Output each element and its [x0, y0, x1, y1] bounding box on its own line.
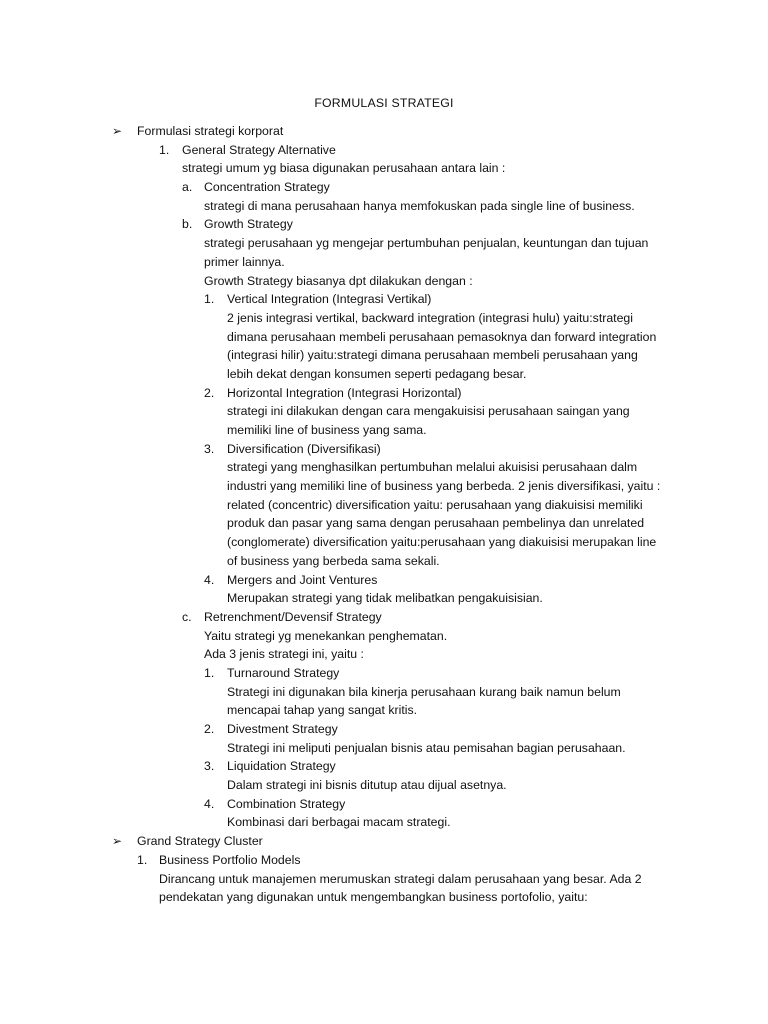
page-title: FORMULASI STRATEGI — [314, 96, 454, 110]
list-number: 1. — [159, 142, 170, 157]
list-item — [0, 290, 768, 309]
list-item-title: Retrenchment/Devensif Strategy — [204, 609, 382, 624]
paragraph-line — [0, 888, 768, 907]
paragraph-text: mencapai tahap yang sangat kritis. — [227, 703, 418, 718]
paragraph-line — [0, 813, 768, 832]
list-number: 4. — [204, 572, 215, 587]
paragraph-text: produk dan pasar yang sama dengan perusahaan pembelinya dan unrelated — [227, 516, 645, 531]
paragraph-text: industri yang memiliki line of business yang berbeda. 2 jenis diversifikasi, yaitu : — [227, 479, 661, 494]
paragraph-text: of business yang berbeda sama sekali. — [227, 553, 440, 568]
list-item-title: Diversification (Diversifikasi) — [227, 441, 381, 456]
list-item-title: Concentration Strategy — [204, 180, 330, 195]
section-heading: Formulasi strategi korporat — [137, 124, 284, 138]
paragraph-line — [0, 234, 768, 253]
paragraph-text: lebih dekat dengan konsumen seperti pedagang besar. — [227, 366, 527, 381]
section-heading: Grand Strategy Cluster — [137, 834, 263, 849]
list-item-title: Business Portfolio Models — [159, 852, 301, 867]
list-item-title: Combination Strategy — [227, 796, 346, 811]
paragraph-text: Dalam strategi ini bisnis ditutup atau dijual asetnya. — [227, 778, 507, 793]
paragraph-line — [0, 496, 768, 515]
list-item-title: Horizontal Integration (Integrasi Horizontal) — [227, 385, 462, 400]
paragraph-text: Ada 3 jenis strategi ini, yaitu : — [204, 647, 364, 662]
paragraph-line — [0, 739, 768, 758]
list-item — [0, 851, 768, 870]
paragraph-line — [0, 589, 768, 608]
paragraph-text: Growth Strategy biasanya dpt dilakukan dengan : — [204, 273, 473, 288]
paragraph-text: Yaitu strategi yg menekankan penghematan. — [204, 628, 448, 643]
list-item — [0, 440, 768, 459]
list-number: 2. — [204, 385, 215, 400]
paragraph-line — [0, 421, 768, 440]
paragraph-line — [0, 870, 768, 889]
paragraph-text: Strategi ini digunakan bila kinerja perusahaan kurang baik namun belum — [227, 684, 621, 699]
paragraph-text: strategi perusahaan yg mengejar pertumbuhan penjualan, keuntungan dan tujuan — [204, 236, 649, 251]
list-item-title: Divestment Strategy — [227, 722, 338, 736]
list-number: 2. — [204, 722, 215, 736]
paragraph-line — [0, 159, 768, 178]
list-item — [0, 664, 768, 683]
arrow-bullet-icon: ➢ — [112, 124, 123, 138]
paragraph-line — [0, 627, 768, 646]
paragraph-line — [0, 458, 768, 477]
list-item — [0, 215, 768, 234]
paragraph-text: strategi ini dilakukan dengan cara mengakuisisi perusahaan saingan yang — [227, 404, 630, 419]
list-item-title: Growth Strategy — [204, 217, 293, 232]
list-item — [0, 832, 768, 851]
list-letter: b. — [182, 217, 193, 232]
paragraph-line — [0, 683, 768, 702]
paragraph-line — [0, 272, 768, 291]
paragraph-text: Dirancang untuk manajemen merumuskan strategi dalam perusahaan yang besar. Ada 2 — [159, 871, 642, 886]
paragraph-line — [0, 197, 768, 216]
document-body — [0, 122, 768, 907]
paragraph-line — [0, 253, 768, 272]
list-letter: c. — [182, 609, 192, 624]
list-item — [0, 795, 768, 814]
paragraph-line — [0, 328, 768, 347]
paragraph-line — [0, 645, 768, 664]
paragraph-line — [0, 309, 768, 328]
paragraph-text: strategi di mana perusahaan hanya memfokuskan pada single line of business. — [204, 198, 635, 213]
list-number: 1. — [137, 852, 148, 867]
list-number: 4. — [204, 796, 215, 811]
paragraph-text: (conglomerate) diversification yaitu:perusahaan yang diakuisisi merupakan line — [227, 535, 657, 550]
paragraph-line — [0, 402, 768, 421]
paragraph-text: memiliki line of business yang sama. — [227, 423, 427, 437]
paragraph-line — [0, 365, 768, 384]
list-item — [0, 608, 768, 627]
paragraph-line — [0, 477, 768, 496]
list-number: 1. — [204, 665, 215, 680]
paragraph-text: dimana perusahaan membeli perusahaan pemasoknya dan forward integration — [227, 329, 657, 344]
list-item-title: Turnaround Strategy — [227, 665, 340, 680]
paragraph-text: Strategi ini meliputi penjualan bisnis atau pemisahan bagian perusahaan. — [227, 740, 626, 755]
list-item — [0, 178, 768, 197]
paragraph-line — [0, 552, 768, 571]
list-item — [0, 122, 768, 141]
paragraph-text: Merupakan strategi yang tidak melibatkan pengakuisisian. — [227, 591, 543, 606]
list-number: 3. — [204, 441, 215, 456]
paragraph-line — [0, 533, 768, 552]
list-item — [0, 571, 768, 590]
paragraph-line — [0, 776, 768, 795]
paragraph-line — [0, 514, 768, 533]
paragraph-text: strategi umum yg biasa digunakan perusahaan antara lain : — [182, 161, 506, 176]
paragraph-text: (integrasi hilir) yaitu:strategi dimana perusahaan membeli perusahaan yang — [227, 348, 638, 363]
paragraph-text: primer lainnya. — [204, 254, 285, 269]
list-item — [0, 720, 768, 739]
list-item-title: Vertical Integration (Integrasi Vertikal) — [227, 292, 432, 307]
list-item — [0, 141, 768, 160]
paragraph-text: related (concentric) diversification yaitu: perusahaan yang diakuisisi memiliki — [227, 497, 643, 512]
paragraph-line — [0, 346, 768, 365]
list-number: 1. — [204, 292, 215, 307]
list-item-title: General Strategy Alternative — [182, 142, 336, 157]
list-letter: a. — [182, 180, 193, 195]
list-item — [0, 384, 768, 403]
list-item — [0, 757, 768, 776]
paragraph-text: Kombinasi dari berbagai macam strategi. — [227, 815, 451, 830]
paragraph-text: pendekatan yang digunakan untuk mengembangkan business portofolio, yaitu: — [159, 890, 588, 905]
list-number: 3. — [204, 759, 215, 774]
list-item-title: Liquidation Strategy — [227, 759, 336, 774]
paragraph-line — [0, 701, 768, 720]
list-item-title: Mergers and Joint Ventures — [227, 572, 378, 587]
paragraph-text: 2 jenis integrasi vertikal, backward integration (integrasi hulu) yaitu:strategi — [227, 310, 633, 325]
arrow-bullet-icon: ➢ — [112, 834, 123, 849]
paragraph-text: strategi yang menghasilkan pertumbuhan melalui akuisisi perusahaan dalm — [227, 460, 638, 475]
